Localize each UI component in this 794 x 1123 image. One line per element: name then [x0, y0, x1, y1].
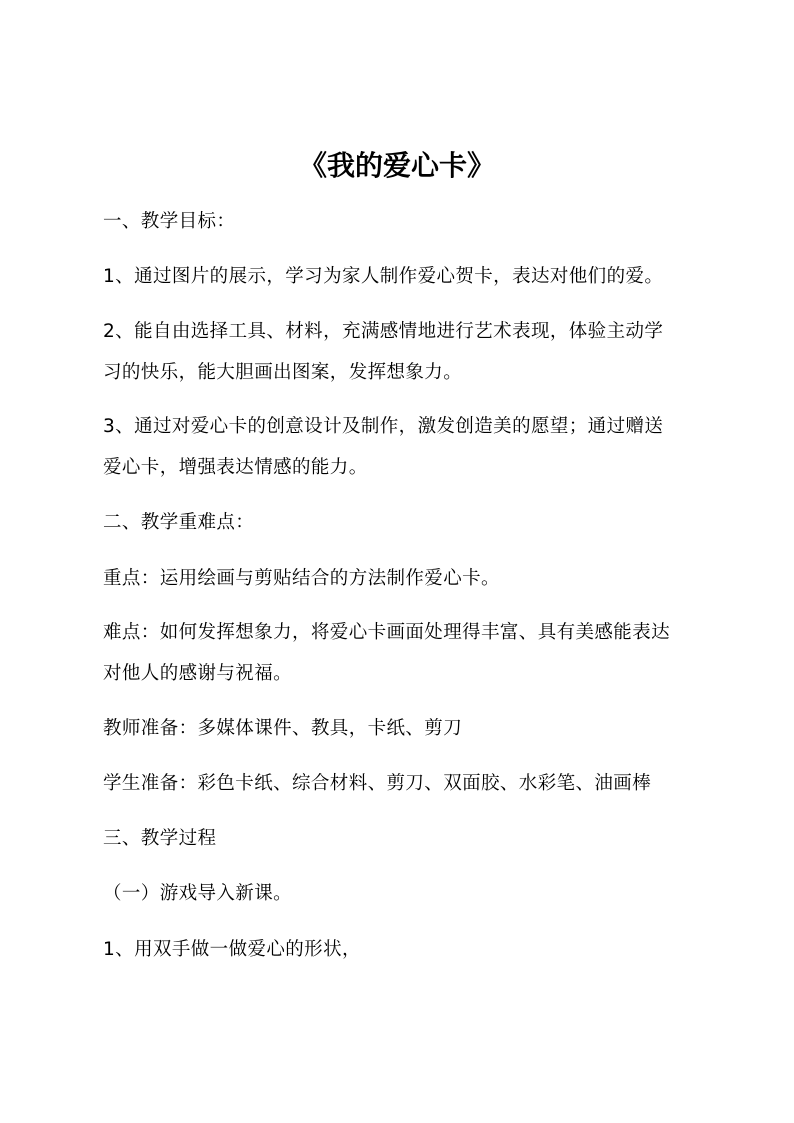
difficult-point-line-2: 对他人的感谢与祝福。	[103, 663, 293, 684]
section-heading-process: 三、教学过程	[103, 828, 217, 849]
section-heading-objectives: 一、教学目标：	[103, 211, 236, 232]
objective-2-line-1: 2、能自由选择工具、材料，充满感情地进行艺术表现，体验主动学	[103, 321, 664, 342]
process-step-1-item-1: 1、用双手做一做爱心的形状，	[103, 939, 361, 960]
difficult-point-line-1: 难点：如何发挥想象力，将爱心卡画面处理得丰富、具有美感能表达	[103, 622, 671, 643]
teacher-preparation: 教师准备：多媒体课件、教具，卡纸、剪刀	[103, 718, 463, 739]
objective-1: 1、通过图片的展示，学习为家人制作爱心贺卡，表达对他们的爱。	[103, 266, 664, 287]
objective-2-line-2: 习的快乐，能大胆画出图案，发挥想象力。	[103, 362, 463, 383]
key-point: 重点：运用绘画与剪贴结合的方法制作爱心卡。	[103, 568, 500, 589]
objective-3-line-1: 3、通过对爱心卡的创意设计及制作，激发创造美的愿望；通过赠送	[103, 416, 664, 437]
section-heading-key-points: 二、教学重难点：	[103, 512, 255, 533]
document-title: 《我的爱心卡》	[298, 149, 495, 182]
student-preparation: 学生准备：彩色卡纸、综合材料、剪刀、双面胶、水彩笔、油画棒	[103, 773, 652, 794]
objective-3-line-2: 爱心卡，增强表达情感的能力。	[103, 457, 368, 478]
process-step-1-heading: （一）游戏导入新课。	[103, 883, 293, 904]
